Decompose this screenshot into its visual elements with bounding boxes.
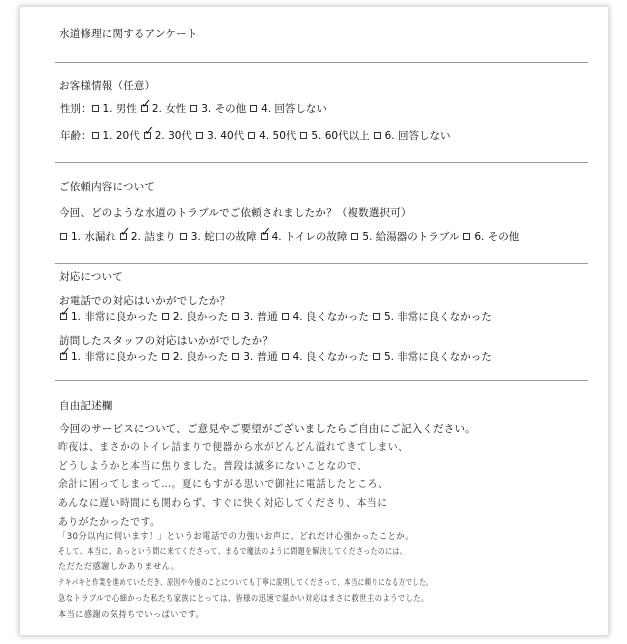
gender-option-label: 1. 男性	[102, 103, 137, 115]
checkbox-icon[interactable]	[92, 132, 99, 139]
survey-page	[19, 6, 609, 636]
phone-option-label: 3. 普通	[243, 311, 278, 323]
visit-options	[60, 345, 496, 364]
phone-option[interactable]	[60, 305, 158, 324]
gender-label: 性別：	[60, 103, 92, 115]
visit-option-label: 3. 普通	[243, 351, 278, 363]
gender-option-label: 2. 女性	[151, 103, 187, 115]
handwritten-line: どうしようかと本当に焦りました。普段は滅多にないことなので、	[58, 460, 368, 472]
request-question: 今回、どのような水道のトラブルでご依頼されましたか？（複数選択可）	[59, 207, 412, 219]
phone-option[interactable]	[232, 309, 277, 324]
age-label: 年齢：	[60, 130, 92, 142]
phone-options	[60, 305, 496, 324]
handwritten-line: ありがたかったです。	[58, 516, 161, 528]
request-option[interactable]	[180, 229, 257, 244]
visit-option[interactable]	[373, 349, 492, 364]
gender-option[interactable]	[92, 101, 137, 116]
visit-option-label: 5. 非常に良くなかった	[383, 351, 492, 363]
response-heading: 対応について	[59, 271, 123, 283]
checkmark-icon: ✓	[260, 225, 272, 240]
request-option-label: 3. 蛇口の故障	[190, 231, 257, 243]
checkbox-icon[interactable]	[92, 105, 99, 112]
checkbox-icon[interactable]	[374, 132, 381, 139]
visit-question: 訪問したスタッフの対応はいかがでしたか？	[59, 335, 273, 347]
phone-option-label: 1. 非常に良かった	[71, 311, 158, 323]
age-option-label: 3. 40代	[206, 130, 245, 142]
handwritten-line: 「30分以内に伺います！」というお電話での力強いお声に、どれだけ心強かったことか。	[58, 532, 415, 542]
checkbox-icon[interactable]	[282, 353, 289, 360]
gender-option[interactable]	[190, 101, 246, 116]
gender-options	[92, 97, 331, 116]
visit-option[interactable]	[232, 349, 277, 364]
visit-option-label: 4. 良くなかった	[292, 351, 369, 363]
divider	[55, 263, 588, 264]
checkbox-icon[interactable]	[232, 353, 239, 360]
request-option[interactable]	[463, 229, 519, 244]
free-prompt: 今回のサービスについて、ご意見やご要望がございましたらご自由にご記入ください。	[59, 423, 476, 435]
request-option-label: 2. 詰まり	[130, 231, 176, 243]
checkbox-icon[interactable]	[282, 313, 289, 320]
visit-option[interactable]	[60, 345, 158, 364]
visit-option-label: 1. 非常に良かった	[71, 351, 158, 363]
checkmark-icon: ✓	[140, 97, 152, 112]
phone-option-label: 5. 非常に良くなかった	[383, 311, 492, 323]
age-option[interactable]	[92, 128, 140, 143]
free-heading: 自由記述欄	[59, 400, 113, 412]
checkbox-icon[interactable]	[373, 353, 380, 360]
age-option-label: 2. 30代	[154, 130, 192, 142]
gender-row	[60, 97, 331, 116]
customer-heading: お客様情報（任意）	[59, 80, 156, 92]
checkmark-icon: ✓	[60, 345, 71, 360]
gender-option[interactable]	[250, 101, 327, 116]
phone-question: お電話での対応はいかがでしたか？	[59, 295, 231, 307]
age-options	[92, 124, 455, 143]
checkbox-icon[interactable]	[140, 97, 152, 112]
age-option[interactable]	[143, 124, 192, 143]
request-option[interactable]	[260, 225, 348, 244]
checkmark-icon: ✓	[119, 225, 131, 240]
handwritten-line: 余計に困ってしまって…。夏にもすがる思いで御社に電話したところ、	[58, 478, 389, 490]
request-heading: ご依頼内容について	[59, 181, 156, 193]
age-option-label: 1. 20代	[102, 130, 140, 142]
request-option[interactable]	[119, 225, 176, 244]
gender-option-label: 3. その他	[201, 103, 247, 115]
divider	[55, 162, 588, 163]
request-option-label: 6. その他	[474, 231, 520, 243]
handwritten-line: テキパキと作業を進めていただき、原因や今後のことについても丁寧に説明してくださって、本当に頼りになる方でした。	[58, 578, 433, 588]
phone-option[interactable]	[162, 309, 228, 324]
checkmark-icon: ✓	[60, 305, 71, 320]
checkbox-icon[interactable]	[351, 233, 358, 240]
checkbox-icon[interactable]	[60, 233, 67, 240]
checkbox-icon[interactable]	[248, 132, 255, 139]
handwritten-line: そして、本当に、あっという間に来てくださって、まるで魔法のように問題を解決してくださったのには、	[58, 547, 408, 557]
gender-option[interactable]	[140, 97, 187, 116]
age-option-label: 4. 50代	[259, 130, 297, 142]
request-option-label: 1. 水漏れ	[71, 231, 116, 243]
checkbox-icon[interactable]	[196, 132, 203, 139]
checkbox-icon[interactable]	[232, 313, 239, 320]
request-row	[60, 225, 523, 244]
checkbox-icon[interactable]	[260, 225, 272, 240]
visit-row	[60, 345, 496, 364]
checkbox-icon[interactable]	[300, 132, 307, 139]
visit-option[interactable]	[162, 349, 228, 364]
visit-option-label: 2. 良かった	[172, 351, 229, 363]
checkbox-icon[interactable]	[162, 353, 169, 360]
phone-option-label: 2. 良かった	[172, 311, 229, 323]
gender-option-label: 4. 回答しない	[261, 103, 327, 115]
divider	[55, 380, 588, 381]
checkbox-icon[interactable]	[143, 124, 155, 139]
checkbox-icon[interactable]	[180, 233, 187, 240]
request-option[interactable]	[60, 229, 116, 244]
checkbox-icon[interactable]	[373, 313, 380, 320]
request-option-label: 4. トイレの故障	[271, 231, 348, 243]
handwritten-line: 昨夜は、まさかのトイレ詰まりで便器から水がどんどん溢れてきてしまい、	[58, 441, 409, 453]
request-option[interactable]	[351, 229, 459, 244]
age-option-label: 5. 60代以上	[311, 130, 370, 142]
phone-option-label: 4. 良くなかった	[292, 311, 369, 323]
handwritten-line: あんなに遅い時間にも関わらず、すぐに快く対応してくださり、本当に	[58, 497, 388, 509]
phone-option[interactable]	[282, 309, 369, 324]
handwritten-line: 本当に感謝の気持ちでいっぱいです。	[58, 610, 205, 620]
checkbox-icon[interactable]	[162, 313, 169, 320]
survey-title: 水道修理に関するアンケート	[59, 28, 198, 40]
checkbox-icon[interactable]	[60, 345, 71, 360]
checkbox-icon[interactable]	[190, 105, 197, 112]
age-row	[60, 124, 454, 143]
divider	[55, 62, 588, 63]
request-option-label: 5. 給湯器のトラブル	[362, 231, 460, 243]
phone-row	[60, 305, 496, 324]
checkbox-icon[interactable]	[60, 305, 71, 320]
visit-option[interactable]	[282, 349, 369, 364]
checkmark-icon: ✓	[143, 124, 155, 139]
phone-option[interactable]	[373, 309, 492, 324]
age-option[interactable]	[248, 128, 296, 143]
age-option[interactable]	[300, 128, 369, 143]
handwritten-line: ただただ感謝しかありません。	[58, 562, 180, 572]
checkbox-icon[interactable]	[250, 105, 257, 112]
request-options	[60, 225, 523, 244]
age-option[interactable]	[196, 128, 244, 143]
checkbox-icon[interactable]	[463, 233, 470, 240]
checkbox-icon[interactable]	[119, 225, 131, 240]
age-option-label: 6. 回答しない	[384, 130, 451, 142]
age-option[interactable]	[374, 128, 451, 143]
handwritten-line: 急なトラブルで心細かった私たち家族にとっては、皆様の迅速で温かい対応はまさに救世主のようでした。	[58, 594, 429, 604]
